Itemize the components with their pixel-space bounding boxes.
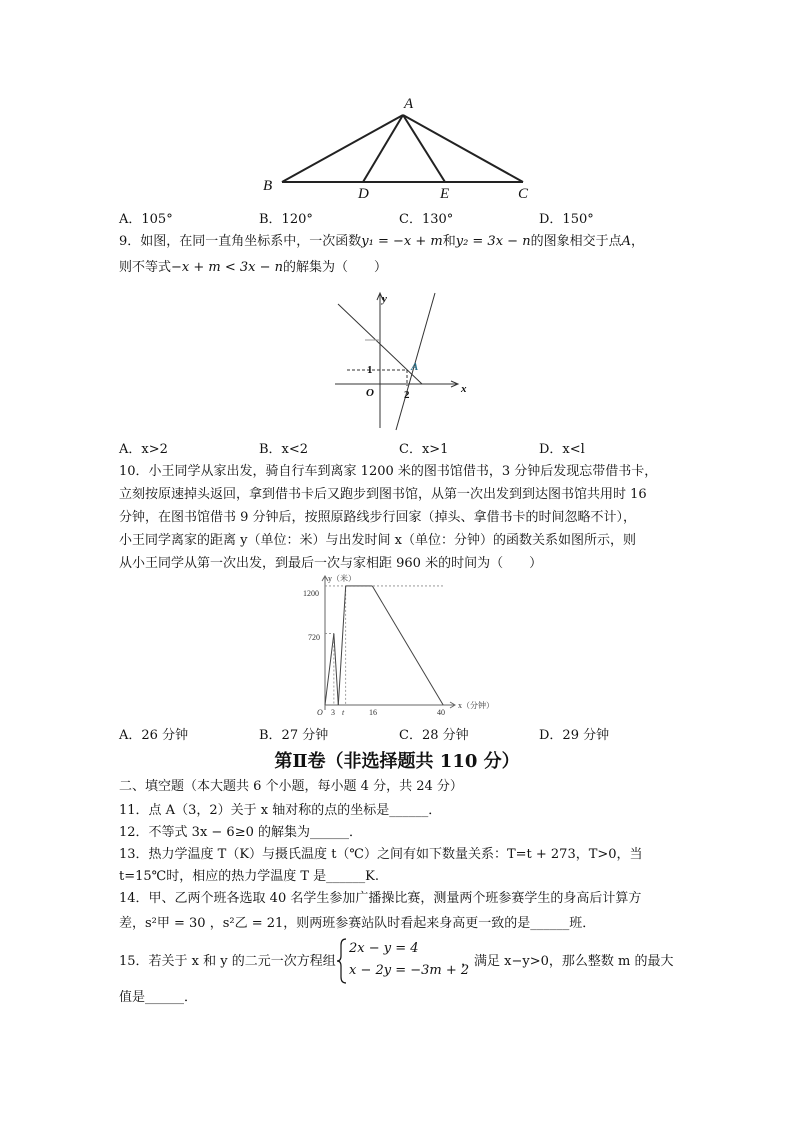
q8-triangle-figure — [255, 92, 545, 202]
q11-text: 11．点 A（3，2）关于 x 轴对称的点的坐标是______． — [119, 803, 442, 818]
chart-series-segment — [372, 586, 443, 705]
chart-series-segment — [325, 634, 334, 705]
q9-option-b: B．x<2 — [259, 442, 309, 457]
q9-function-2: y₂ = 3x − n — [455, 234, 531, 249]
q9-comma: ， — [630, 234, 644, 249]
q10-distance-time-chart — [290, 570, 510, 720]
tick-label-1: 1 — [367, 364, 373, 376]
chart-xtick-origin: O — [317, 708, 323, 717]
chart-xtick-t: t — [342, 708, 345, 717]
q9-text-3: 则不等式 — [119, 260, 172, 275]
q9-function-1: y₁ = −x + m — [361, 234, 443, 249]
q9-text-2: 的图象相交于点 — [530, 234, 622, 249]
y-axis-label: y — [382, 293, 387, 305]
q9-stem-line2 — [119, 258, 387, 278]
chart-series-segment — [338, 586, 345, 705]
q8-option-a: A．105° — [119, 212, 173, 227]
q15-brace — [337, 938, 347, 984]
q9-option-c: C．x>1 — [399, 442, 449, 457]
segment-AC — [403, 115, 523, 182]
x-axis-label: x — [461, 383, 467, 395]
q10-option-c: C．28 分钟 — [399, 728, 469, 743]
origin-label: O — [366, 387, 374, 399]
label-B: B — [263, 178, 273, 194]
fill-blank-header: 二、填空题（本大题共 6 个小题，每小题 4 分，共 24 分） — [119, 779, 463, 794]
q10-option-d: D．29 分钟 — [539, 728, 610, 743]
q9-stem-line1 — [119, 232, 644, 252]
q10-option-a: A．26 分钟 — [119, 728, 189, 743]
q15-equation-1: 2x − y = 4 — [349, 941, 419, 956]
q15-equation-2: x − 2y = −3m + 2 — [349, 963, 470, 978]
q9-text-1: 9．如图，在同一直角坐标系中，一次函数 — [119, 234, 362, 249]
q15-text-3: 值是______． — [119, 990, 198, 1005]
q12-text: 12．不等式 3x − 6≥0 的解集为______． — [119, 825, 363, 840]
label-D: D — [358, 186, 369, 202]
chart-xtick-3: 3 — [331, 708, 335, 717]
q9-point-a: A — [621, 234, 631, 249]
chart-series-segment — [334, 634, 338, 705]
q9-coordinate-figure — [330, 288, 475, 433]
q15-equation-system — [349, 938, 469, 982]
q10-option-b: B．27 分钟 — [259, 728, 329, 743]
label-C: C — [518, 186, 529, 202]
q8-option-b: B．120° — [259, 212, 313, 227]
q8-option-d: D．150° — [539, 212, 594, 227]
chart-xlabel: x（分钟） — [458, 701, 494, 710]
q9-text-and: 和 — [442, 234, 456, 249]
q9-text-4: 的解集为（ ） — [283, 260, 388, 275]
q15-text-1: 15．若关于 x 和 y 的二元一次方程组 — [119, 954, 336, 969]
section-2-title: 第Ⅱ卷（非选择题共 110 分） — [274, 751, 520, 772]
q10-line-3: 分钟，在图书馆借书 9 分钟后，按照原路线步行回家（掉头、拿借书卡的时间忽略不计）， — [119, 510, 637, 525]
q13-line-1: 13．热力学温度 T（K）与摄氏温度 t（℃）之间有如下数量关系：T=t + 273，T>0，当 — [119, 847, 643, 862]
point-a-label: A — [411, 361, 419, 373]
tick-label-2: 2 — [404, 389, 410, 401]
chart-ylabel: y（米） — [328, 574, 356, 583]
q10-line-2: 立刻按原速掉头返回，拿到借书卡后又跑步到图书馆，从第一次出发到到达图书馆共用时 16 — [119, 487, 647, 502]
q15-text-2: ，满足 x−y>0，那么整数 m 的最大 — [461, 954, 674, 969]
chart-ytick-1200: 1200 — [303, 589, 319, 598]
q9-option-d: D．x<l — [539, 442, 585, 457]
q10-line-4: 小王同学离家的距离 y（单位：米）与出发时间 x（单位：分钟）的函数关系如图所示，则 — [119, 533, 636, 548]
q10-line-1: 10．小王同学从家出发，骑自行车到离家 1200 米的图书馆借书，3 分钟后发现忘带借书卡， — [119, 464, 658, 479]
q10-line-5: 从小王同学从第一次出发，到最后一次与家相距 960 米的时间为（ ） — [119, 556, 543, 571]
segment-AE — [403, 115, 445, 182]
chart-xtick-40: 40 — [437, 708, 445, 717]
q14-line-1: 14．甲、乙两个班各选取 40 名学生参加广播操比赛，测量两个班参赛学生的身高后计算方 — [119, 891, 642, 906]
chart-ytick-720: 720 — [308, 633, 320, 642]
q8-option-c: C．130° — [399, 212, 454, 227]
q9-option-a: A．x>2 — [119, 442, 168, 457]
q9-inequality: −x + m < 3x − n — [171, 260, 284, 275]
label-E: E — [440, 186, 450, 202]
chart-xtick-16: 16 — [369, 708, 377, 717]
label-A: A — [404, 96, 414, 112]
segment-AB — [282, 115, 403, 182]
q13-line-2: t=15℃时，相应的热力学温度 T 是______K. — [119, 869, 379, 884]
q14-line-2: 差，s²甲 = 30 ，s²乙 = 21，则两班参赛站队时看起来身高更一致的是______班． — [119, 916, 596, 931]
